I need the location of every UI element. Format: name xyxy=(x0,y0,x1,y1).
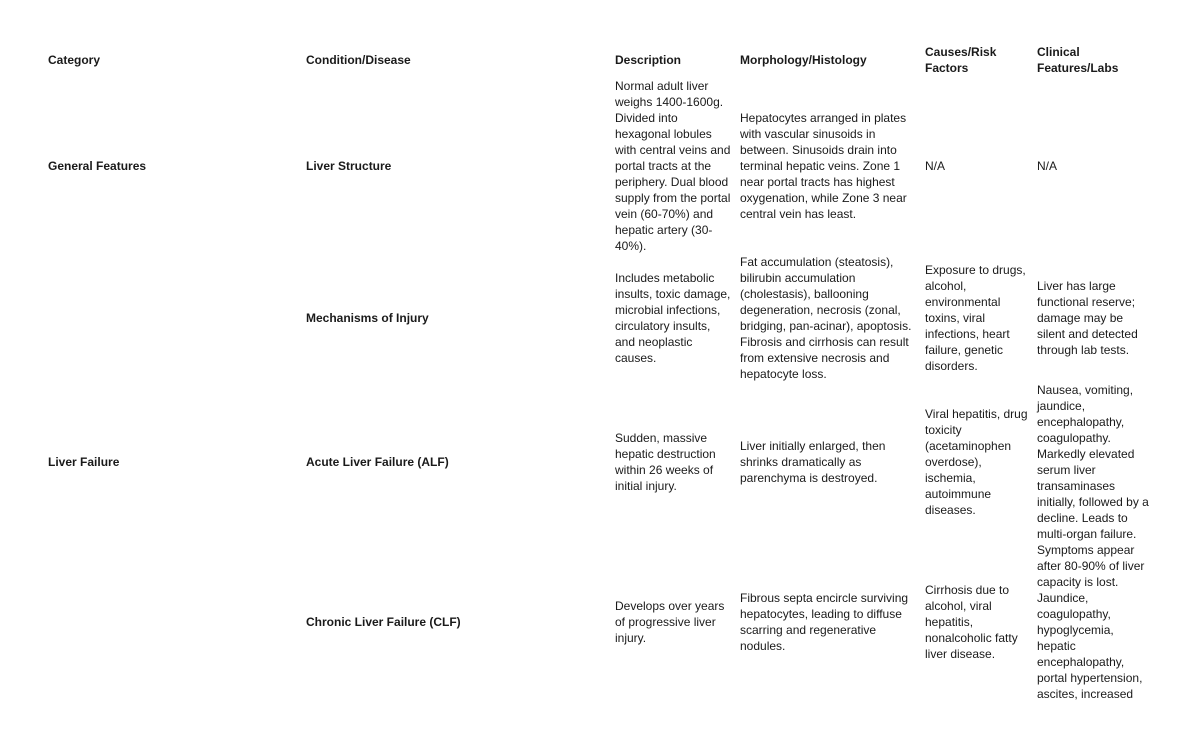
table-row xyxy=(44,254,1157,382)
cell-description: Sudden, massive hepatic destruction within 26 weeks of initial injury. xyxy=(615,431,716,493)
cell-clinical: Nausea, vomiting, jaundice, encephalopathy, coagulopathy. Markedly elevated serum liver transaminases initially, followed by a decline. Leads to multi-organ failure. xyxy=(1037,383,1149,541)
header-category: Category xyxy=(48,53,101,67)
table-row xyxy=(44,382,1157,542)
header-description: Description xyxy=(615,53,682,67)
table-row xyxy=(44,542,1157,702)
table-header-row xyxy=(44,42,1157,78)
header-clinical: Clinical Features/Labs xyxy=(1037,45,1119,75)
cell-causes: Viral hepatitis, drug toxicity (acetaminophen overdose), ischemia, autoimmune diseases. xyxy=(925,407,1028,517)
cell-category xyxy=(44,542,302,702)
cell-morphology: Liver initially enlarged, then shrinks dramatically as parenchyma is destroyed. xyxy=(740,439,886,485)
cell-category xyxy=(44,254,302,382)
liver-pathology-table xyxy=(44,42,1157,702)
cell-causes: Cirrhosis due to alcohol, viral hepatitis, nonalcoholic fatty liver disease. xyxy=(925,583,1018,661)
cell-condition: Chronic Liver Failure (CLF) xyxy=(306,615,461,629)
cell-clinical: Symptoms appear after 80-90% of liver capacity is lost. Jaundice, coagulopathy, hypoglycemia, hepatic encephalopathy, portal hypertension, ascites, increased xyxy=(1037,543,1145,701)
cell-morphology: Fibrous septa encircle surviving hepatocytes, leading to diffuse scarring and regenerative nodules. xyxy=(740,591,909,653)
cell-causes: Exposure to drugs, alcohol, environmental toxins, viral infections, heart failure, genetic disorders. xyxy=(925,263,1026,373)
cell-description: Includes metabolic insults, toxic damage, microbial infections, circulatory insults, and neoplastic causes. xyxy=(615,271,731,365)
cell-morphology: Hepatocytes arranged in plates with vascular sinusoids in between. Sinusoids drain into terminal hepatic veins. Zone 1 near portal tracts has highest oxygenation, while Zone 3 near central vein has least. xyxy=(740,111,907,221)
cell-condition: Mechanisms of Injury xyxy=(306,311,429,325)
cell-category: General Features xyxy=(48,159,147,173)
table-row xyxy=(44,78,1157,254)
cell-clinical: N/A xyxy=(1037,159,1058,173)
cell-condition: Liver Structure xyxy=(306,159,392,173)
header-morphology: Morphology/Histology xyxy=(740,53,867,67)
cell-clinical: Liver has large functional reserve; damage may be silent and detected through lab tests. xyxy=(1037,279,1138,357)
cell-description: Normal adult liver weighs 1400-1600g. Divided into hexagonal lobules with central veins and portal tracts at the periphery. Dual blood supply from the portal vein (60-70%) and hepatic artery (30-40%). xyxy=(615,79,731,253)
header-causes: Causes/Risk Factors xyxy=(925,45,997,75)
cell-category: Liver Failure xyxy=(48,455,120,469)
cell-description: Develops over years of progressive liver injury. xyxy=(615,599,725,645)
cell-causes: N/A xyxy=(925,159,946,173)
header-condition: Condition/Disease xyxy=(306,53,411,67)
cell-condition: Acute Liver Failure (ALF) xyxy=(306,455,449,469)
cell-morphology: Fat accumulation (steatosis), bilirubin accumulation (cholestasis), ballooning degeneration, necrosis (zonal, bridging, pan-acinar), apoptosis. Fibrosis and cirrhosis can result from extensive necrosis and hepatocyte loss. xyxy=(740,255,912,381)
